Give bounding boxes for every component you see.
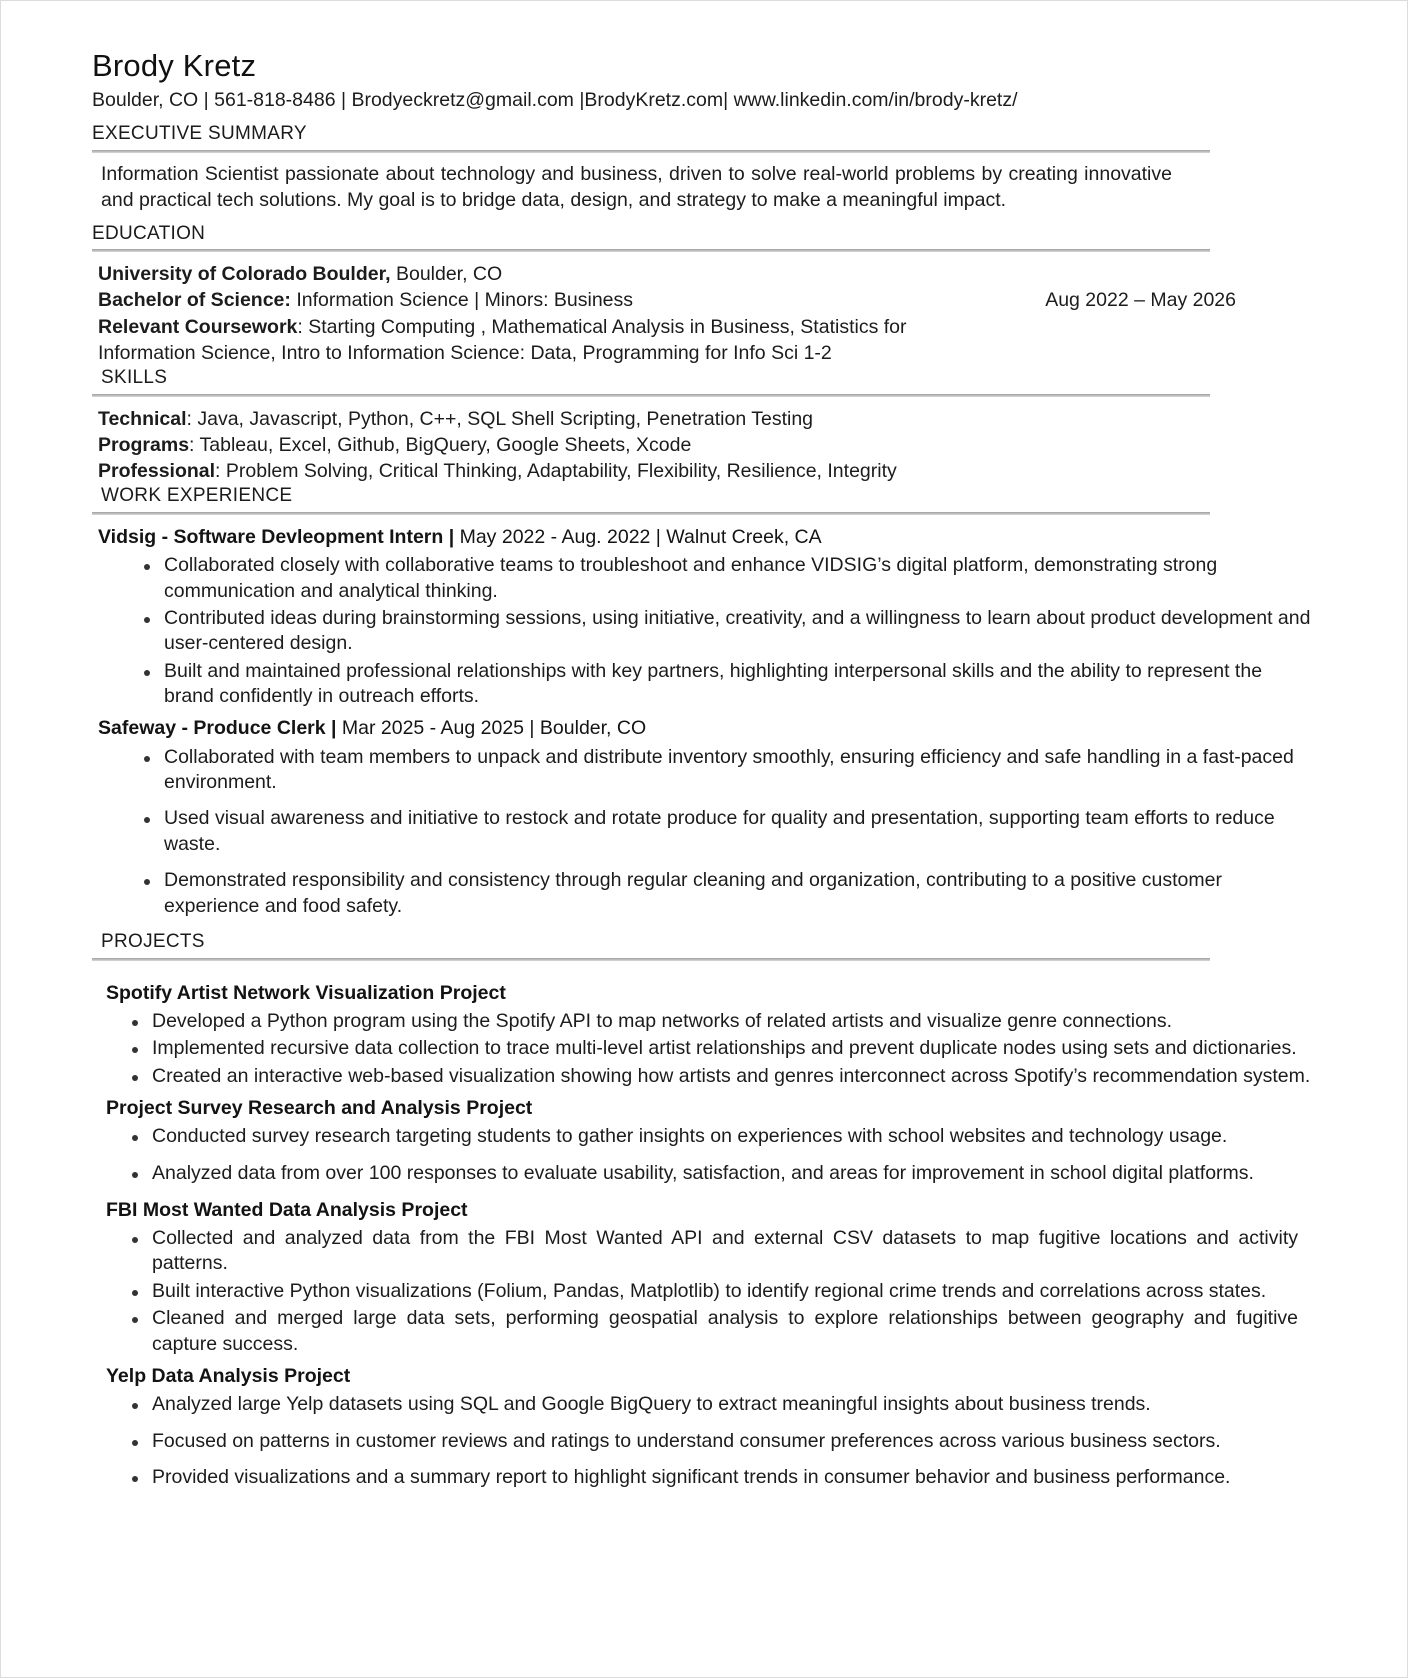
skills-row bbox=[92, 406, 1322, 432]
job-entry bbox=[92, 524, 1316, 709]
job-title: Safeway - Produce Clerk | bbox=[98, 717, 337, 740]
section-heading-work-experience: WORK EXPERIENCE bbox=[101, 485, 293, 507]
skills-row-label: Programs bbox=[98, 433, 190, 456]
job-meta: May 2022 - Aug. 2022 | Walnut Creek, CA bbox=[454, 526, 822, 549]
education-coursework-label: Relevant Coursework bbox=[98, 315, 298, 338]
project-title: Spotify Artist Network Visualization Project bbox=[106, 981, 506, 1004]
section-divider-executive-summary bbox=[92, 150, 1210, 153]
job-title: Vidsig - Software Devleopment Intern | bbox=[98, 526, 455, 549]
job-bullet: Collaborated closely with collaborative teams to troubleshoot and enhance VIDSIG’s digital platform, demonstrating strong communication and analytical thinking. bbox=[142, 553, 1316, 604]
skills-list bbox=[92, 406, 1322, 485]
education-coursework-line bbox=[98, 314, 1322, 340]
spacer bbox=[92, 970, 1322, 980]
section-heading-projects: PROJECTS bbox=[101, 930, 205, 952]
project-bullet-list bbox=[92, 1124, 1322, 1186]
section-divider-projects bbox=[92, 958, 1210, 961]
project-bullet: Analyzed large Yelp datasets using SQL and Google BigQuery to extract meaningful insights about business trends. bbox=[114, 1392, 1322, 1417]
education-school-name: University of Colorado Boulder, bbox=[98, 263, 391, 286]
project-bullet: Created an interactive web-based visualization showing how artists and genres interconnect across Spotify’s recommendation system. bbox=[114, 1064, 1322, 1089]
project-title: FBI Most Wanted Data Analysis Project bbox=[106, 1198, 468, 1221]
project-entry bbox=[92, 1363, 1322, 1490]
job-bullet: Collaborated with team members to unpack and distribute inventory smoothly, ensuring efficiency and safe handling in a fast-paced environment. bbox=[142, 745, 1316, 796]
section-divider-work-experience bbox=[92, 512, 1210, 515]
skills-row-value: : Problem Solving, Critical Thinking, Adaptability, Flexibility, Resilience, Integrity bbox=[215, 460, 897, 483]
executive-summary-text: Information Scientist passionate about technology and business, driven to solve real-world problems by creating innovative and practical tech solutions. My goal is to bridge data, design, and strategy to make a meaningful impact. bbox=[101, 162, 1172, 211]
skills-row bbox=[92, 432, 1322, 458]
education-school-line bbox=[98, 261, 1322, 287]
section-divider-education bbox=[92, 249, 1210, 252]
skills-row-label: Technical bbox=[98, 407, 187, 430]
project-entry bbox=[92, 1197, 1322, 1357]
projects-list bbox=[92, 970, 1322, 1491]
project-entry bbox=[92, 980, 1322, 1089]
section-heading-skills: SKILLS bbox=[101, 366, 168, 388]
education-degree-value: Information Science | Minors: Business bbox=[290, 289, 634, 312]
contact-line: Boulder, CO | 561-818-8486 | Brodyeckretz@gmail.com |BrodyKretz.com| www.linkedin.com/in/brody-kretz/ bbox=[92, 88, 1018, 111]
project-bullet: Conducted survey research targeting students to gather insights on experiences with school websites and technology usage. bbox=[114, 1124, 1322, 1149]
job-bullet-list bbox=[92, 745, 1316, 919]
job-bullet: Demonstrated responsibility and consistency through regular cleaning and organization, contributing to a positive customer experience and food safety. bbox=[142, 868, 1316, 919]
education-dates: Aug 2022 – May 2026 bbox=[1045, 289, 1236, 312]
education-entry bbox=[92, 261, 1322, 366]
section-divider-skills bbox=[92, 394, 1210, 397]
job-bullet: Used visual awareness and initiative to restock and rotate produce for quality and presentation, supporting team efforts to reduce waste. bbox=[142, 806, 1316, 857]
project-title: Yelp Data Analysis Project bbox=[106, 1364, 351, 1387]
candidate-name: Brody Kretz bbox=[92, 48, 257, 83]
job-bullet: Built and maintained professional relationships with key partners, highlighting interpersonal skills and the ability to represent the brand confidently in outreach efforts. bbox=[142, 659, 1316, 710]
skills-row bbox=[92, 458, 1322, 484]
education-coursework-value: : Starting Computing , Mathematical Analysis in Business, Statistics for bbox=[297, 315, 907, 338]
job-bullet-list bbox=[92, 553, 1316, 709]
section-heading-executive-summary: EXECUTIVE SUMMARY bbox=[92, 123, 307, 145]
project-bullet: Implemented recursive data collection to trace multi-level artist relationships and prevent duplicate nodes using sets and dictionaries. bbox=[114, 1036, 1322, 1061]
job-title-line bbox=[92, 524, 1316, 551]
project-bullet-list bbox=[92, 1392, 1322, 1490]
project-bullet: Developed a Python program using the Spotify API to map networks of related artists and visualize genre connections. bbox=[114, 1009, 1322, 1034]
project-bullet: Collected and analyzed data from the FBI Most Wanted API and external CSV datasets to map fugitive locations and activity patterns. bbox=[114, 1226, 1322, 1277]
education-degree-label: Bachelor of Science: bbox=[98, 289, 291, 312]
education-coursework-line-2: Information Science, Intro to Information Science: Data, Programming for Info Sci 1-2 bbox=[98, 341, 832, 364]
project-bullet: Cleaned and merged large data sets, performing geospatial analysis to explore relationships between geography and fugitive capture success. bbox=[114, 1306, 1322, 1357]
skills-row-value: : Java, Javascript, Python, C++, SQL Shell Scripting, Penetration Testing bbox=[186, 407, 814, 430]
project-bullet-list bbox=[92, 1226, 1322, 1357]
job-meta: Mar 2025 - Aug 2025 | Boulder, CO bbox=[336, 717, 647, 740]
skills-row-label: Professional bbox=[98, 460, 216, 483]
project-bullet: Focused on patterns in customer reviews and ratings to understand consumer preferences across various business sectors. bbox=[114, 1429, 1322, 1454]
project-entry bbox=[92, 1095, 1322, 1186]
project-bullet: Built interactive Python visualizations (Folium, Pandas, Matplotlib) to identify regional crime trends and correlations across states. bbox=[114, 1279, 1322, 1304]
job-bullet: Contributed ideas during brainstorming sessions, using initiative, creativity, and a willingness to learn about product development and user-centered design. bbox=[142, 606, 1316, 657]
job-entry bbox=[92, 715, 1316, 918]
section-heading-education: EDUCATION bbox=[92, 222, 206, 244]
project-title: Project Survey Research and Analysis Project bbox=[106, 1096, 533, 1119]
job-title-line bbox=[92, 715, 1316, 742]
skills-row-value: : Tableau, Excel, Github, BigQuery, Google Sheets, Xcode bbox=[189, 433, 692, 456]
project-bullet-list bbox=[92, 1009, 1322, 1089]
resume-content bbox=[92, 49, 1322, 1501]
work-experience-list bbox=[92, 524, 1322, 919]
education-school-location: Boulder, CO bbox=[390, 263, 503, 286]
project-bullet: Analyzed data from over 100 responses to evaluate usability, satisfaction, and areas for improvement in school digital platforms. bbox=[114, 1161, 1322, 1186]
project-bullet: Provided visualizations and a summary report to highlight significant trends in consumer behavior and business performance. bbox=[114, 1465, 1322, 1490]
